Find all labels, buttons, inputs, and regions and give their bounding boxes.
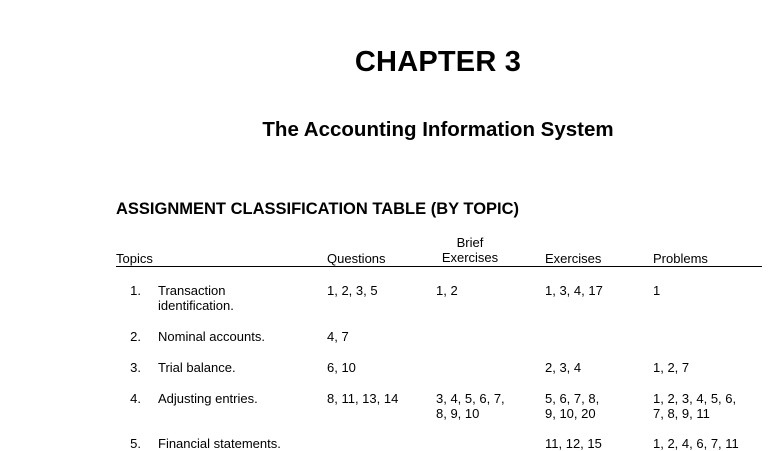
brief-exercises-cell: 1, 2 [436,283,458,298]
problems-line: 1, 2, 3, 4, 5, 6, [653,391,737,406]
topic-line: identification. [158,298,234,313]
topic-cell: Trial balance. [158,360,236,375]
topic-cell [158,283,234,313]
topic-line: Transaction [158,283,226,298]
column-header-topics: Topics [116,251,153,266]
row-number: 1. [130,283,141,298]
row-number: 4. [130,391,141,406]
exercises-line: 9, 10, 20 [545,406,596,421]
problems-cell: 1, 2, 4, 6, 7, 11 [653,436,739,451]
questions-cell: 4, 7 [327,329,349,344]
chapter-heading: CHAPTER 3 [354,46,522,78]
questions-cell: 8, 11, 13, 14 [327,391,399,406]
row-number: 2. [130,329,141,344]
table-title: ASSIGNMENT CLASSIFICATION TABLE (BY TOPIC) [116,200,520,218]
chapter-subtitle: The Accounting Information System [262,118,614,141]
problems-cell [653,391,736,421]
brief-line: 8, 9, 10 [436,406,480,421]
topic-cell: Nominal accounts. [158,329,265,344]
exercises-line: 5, 6, 7, 8, [545,391,600,406]
column-header-brief-line2: Exercises [441,250,499,265]
problems-cell: 1, 2, 7 [653,360,690,375]
row-number: 3. [130,360,141,375]
column-header-brief-line1: Brief [456,235,484,250]
problems-line: 7, 8, 9, 11 [653,406,710,421]
brief-line: 3, 4, 5, 6, 7, [436,391,505,406]
row-number: 5. [130,436,141,451]
exercises-cell: 2, 3, 4 [545,360,582,375]
exercises-cell: 1, 3, 4, 17 [545,283,603,298]
exercises-cell: 11, 12, 15 [545,436,602,451]
questions-cell: 6, 10 [327,360,356,375]
column-header-questions: Questions [327,251,386,266]
topic-cell: Adjusting entries. [158,391,258,406]
brief-exercises-cell [436,391,505,421]
header-rule [116,266,762,267]
column-header-problems: Problems [653,251,708,266]
exercises-cell [545,391,599,421]
column-header-brief-exercises [437,235,503,265]
column-header-exercises: Exercises [545,251,602,266]
problems-cell: 1 [653,283,661,298]
topic-cell: Financial statements. [158,436,281,451]
questions-cell: 1, 2, 3, 5 [327,283,378,298]
